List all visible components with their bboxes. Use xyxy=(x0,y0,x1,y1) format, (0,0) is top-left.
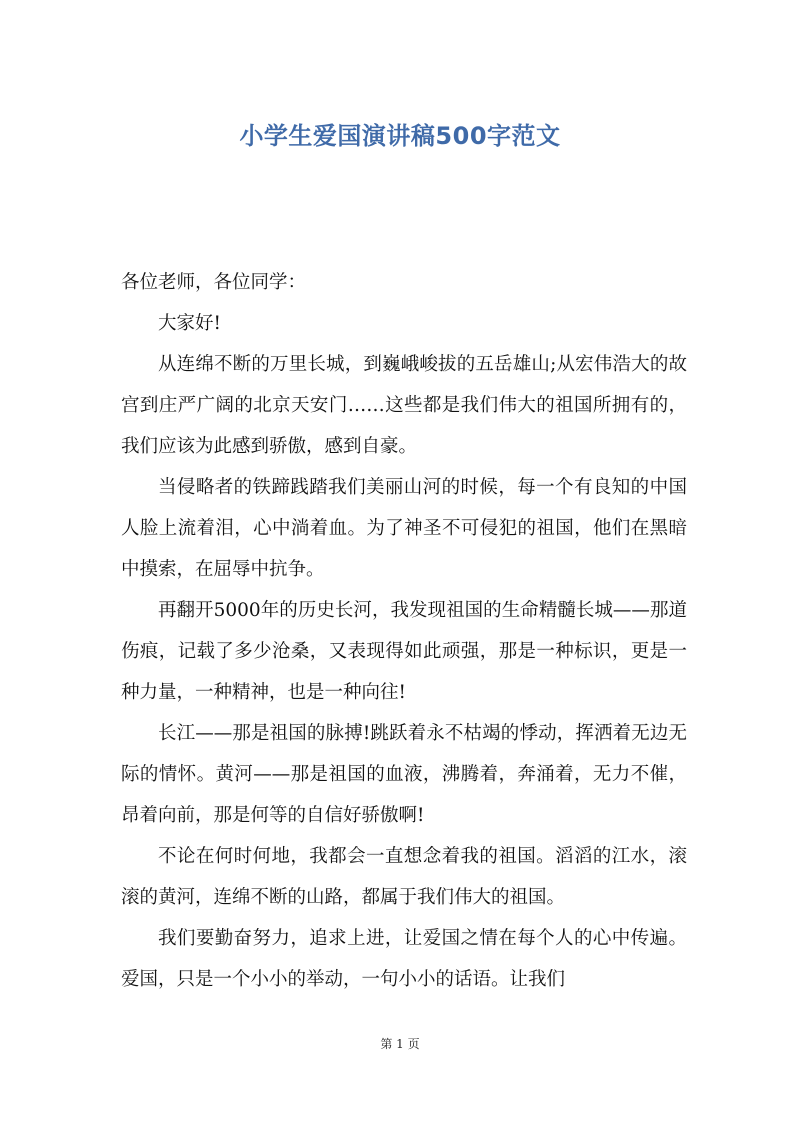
paragraph: 从连绵不断的万里长城，到巍峨峻拔的五岳雄山;从宏伟浩大的故宫到庄严广阔的北京天安门……这些都是我们伟大的祖国所拥有的，我们应该为此感到骄傲，感到自豪。 xyxy=(121,354,687,457)
salutation: 各位老师，各位同学： xyxy=(121,272,307,293)
document-title: 小学生爱国演讲稿500字范文 xyxy=(239,122,561,150)
paragraph: 不论在何时何地，我都会一直想念着我的祖国。滔滔的江水，滚滚的黄河，连绵不断的山路，都属于我们伟大的祖国。 xyxy=(121,846,687,908)
paragraph: 大家好! xyxy=(158,313,221,334)
paragraph: 长江——那是祖国的脉搏!跳跃着永不枯竭的悸动，挥洒着无边无际的情怀。黄河——那是祖国的血液，沸腾着，奔涌着，无力不催，昂着向前，那是何等的自信好骄傲啊! xyxy=(121,723,687,826)
page-number: 第 1 页 xyxy=(380,1037,420,1051)
paragraph: 我们要勤奋努力，追求上进，让爱国之情在每个人的心中传遍。爱国，只是一个小小的举动，一句小小的话语。让我们 xyxy=(121,928,687,990)
document-body xyxy=(121,262,687,1000)
paragraph: 当侵略者的铁蹄践踏我们美丽山河的时候，每一个有良知的中国人脸上流着泪，心中淌着血。为了神圣不可侵犯的祖国，他们在黑暗中摸索，在屈辱中抗争。 xyxy=(121,477,687,580)
paragraph: 再翻开5000年的历史长河，我发现祖国的生命精髓长城——那道伤痕，记载了多少沧桑，又表现得如此顽强，那是一种标识，更是一种力量，一种精神，也是一种向往! xyxy=(121,600,687,703)
